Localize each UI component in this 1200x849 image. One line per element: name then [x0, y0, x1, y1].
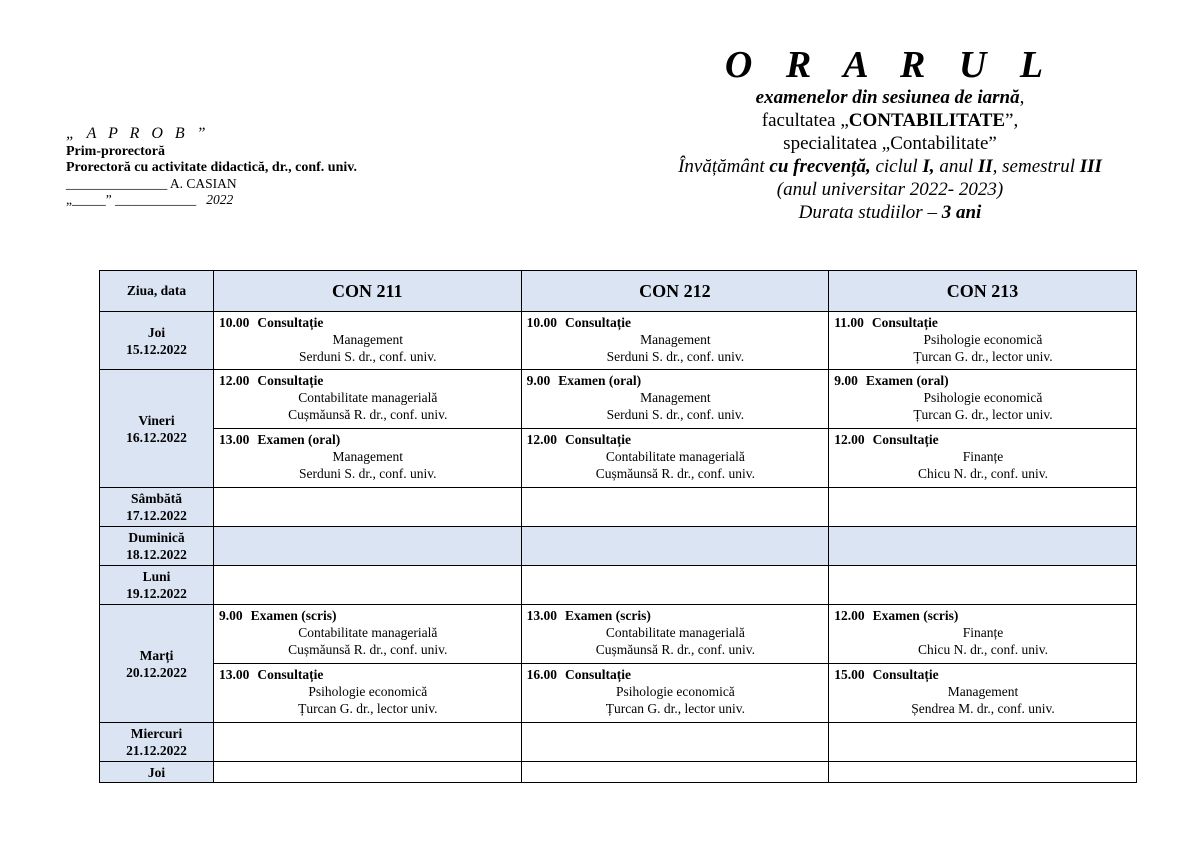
entry-teacher: Țurcan G. dr., lector univ. [605, 701, 746, 716]
slot-cell [214, 566, 522, 605]
entry-time: 12.00 [834, 432, 865, 447]
slot-cell [829, 664, 1137, 723]
slot-cell [214, 488, 522, 527]
entry-teacher: Serduni S. dr., conf. univ. [299, 349, 437, 364]
day-name: Marți [139, 647, 174, 663]
entry-time: 12.00 [219, 373, 250, 388]
entry-subject: Management [640, 390, 711, 405]
entry-type: Examen (oral) [865, 373, 949, 388]
schedule-entry [829, 605, 1136, 658]
day-cell [100, 370, 214, 488]
day-date: 16.12.2022 [126, 429, 187, 445]
entry-subject: Management [332, 332, 404, 347]
faculty-prefix: facultatea „ [761, 110, 849, 131]
day-date: 17.12.2022 [126, 508, 187, 523]
schedule-entry [829, 312, 1136, 365]
slot-cell [521, 723, 829, 762]
schedule-table [99, 270, 1137, 783]
entry-time: 12.00 [526, 432, 557, 447]
entry-subject: Management [947, 684, 1019, 699]
day-date: 15.12.2022 [126, 341, 187, 357]
study-mode-line [560, 155, 1200, 178]
group-header: CON 212 [521, 271, 829, 312]
day-cell [100, 527, 214, 566]
entry-time: 10.00 [526, 315, 557, 330]
duration-prefix: Durata studiilor – [798, 202, 942, 223]
entry-teacher: Cușmăunsă R. dr., conf. univ. [288, 407, 448, 422]
entry-time: 9.00 [219, 608, 243, 623]
entry-subject: Finanțe [962, 449, 1004, 464]
slot-cell [521, 488, 829, 527]
day-date: 21.12.2022 [126, 743, 187, 758]
day-cell [100, 312, 214, 370]
schedule-entry [214, 605, 521, 658]
entry-teacher: Serduni S. dr., conf. univ. [299, 466, 437, 481]
schedule-entry [829, 664, 1136, 717]
schedule-entry [829, 370, 1136, 423]
schedule-entry [522, 664, 829, 717]
entry-teacher: Țurcan G. dr., lector univ. [913, 349, 1053, 364]
slot-cell [214, 664, 522, 723]
day-name: Vineri [138, 412, 175, 428]
day-date: 18.12.2022 [126, 547, 187, 562]
slot-cell [214, 723, 522, 762]
slot-cell [829, 429, 1137, 488]
entry-teacher: Țurcan G. dr., lector univ. [913, 407, 1053, 422]
approval-line1: Prim-prorectoră [66, 144, 165, 159]
subtitle-text: examenelor din sesiunea de iarnă [755, 87, 1020, 108]
schedule-row [100, 527, 1137, 566]
entry-teacher: Serduni S. dr., conf. univ. [606, 349, 745, 364]
slot-cell [521, 762, 829, 783]
entry-subject: Psihologie economică [615, 684, 735, 699]
day-name: Joi [147, 324, 166, 340]
day-cell [100, 723, 214, 762]
schedule-entry [214, 429, 521, 482]
mode-part-5: anul [934, 156, 978, 177]
entry-teacher: Chicu N. dr., conf. univ. [917, 466, 1048, 481]
entry-teacher: Chicu N. dr., conf. univ. [917, 642, 1048, 657]
slot-cell [214, 527, 522, 566]
entry-teacher: Serduni S. dr., conf. univ. [606, 407, 745, 422]
duration-line [560, 201, 1200, 224]
slot-cell [521, 566, 829, 605]
schedule-entry [829, 429, 1136, 482]
approval-block [66, 124, 357, 208]
schedule-entry [522, 312, 829, 365]
entry-subject: Contabilitate managerială [605, 449, 745, 464]
group-header: CON 213 [829, 271, 1137, 312]
entry-time: 13.00 [526, 608, 557, 623]
entry-teacher: Șendrea M. dr., conf. univ. [911, 701, 1055, 716]
faculty-suffix: ”, [1005, 110, 1019, 131]
entry-subject: Contabilitate managerială [298, 390, 438, 405]
entry-time: 9.00 [526, 373, 551, 388]
subtitle-comma: , [1019, 87, 1025, 108]
entry-subject: Contabilitate managerială [298, 625, 438, 640]
specialty-line: specialitatea „Contabilitate” [783, 133, 997, 154]
slot-cell [829, 312, 1137, 370]
duration-value: 3 ani [941, 202, 982, 223]
entry-type: Consultație [872, 432, 939, 447]
entry-time: 11.00 [834, 315, 864, 330]
day-date: 20.12.2022 [126, 664, 187, 680]
slot-cell [829, 488, 1137, 527]
entry-type: Examen (oral) [558, 373, 642, 388]
slot-cell [214, 370, 522, 429]
slot-cell [521, 527, 829, 566]
schedule-row [100, 723, 1137, 762]
entry-subject: Psihologie economică [923, 332, 1043, 347]
schedule-entry [214, 370, 521, 423]
entry-type: Consultație [257, 667, 324, 682]
slot-cell [214, 605, 522, 664]
day-date: 19.12.2022 [126, 586, 187, 601]
entry-type: Consultație [257, 315, 324, 330]
slot-cell [829, 527, 1137, 566]
schedule-row [100, 488, 1137, 527]
mode-part-2: cu frecvență, [769, 156, 871, 177]
schedule-entry [214, 664, 521, 717]
day-name: Luni [142, 569, 171, 584]
mode-part-1: Învățământ [678, 156, 770, 177]
approval-date [66, 192, 357, 208]
slot-cell [214, 429, 522, 488]
entry-teacher: Țurcan G. dr., lector univ. [298, 701, 438, 716]
document-header [560, 44, 1200, 224]
entry-subject: Finanțe [962, 625, 1004, 640]
document-title: O R A R U L [724, 44, 1056, 86]
slot-cell [214, 762, 522, 783]
entry-subject: Contabilitate managerială [605, 625, 745, 640]
approval-date-prefix: „_____” ____________ [66, 192, 197, 207]
slot-cell [829, 762, 1137, 783]
approval-signature: _______________ A. CASIAN [66, 176, 237, 191]
entry-type: Consultație [564, 667, 631, 682]
entry-subject: Psihologie economică [308, 684, 428, 699]
faculty-line [560, 109, 1200, 132]
schedule-header-row [100, 271, 1137, 312]
day-name: Duminică [128, 530, 185, 545]
schedule-entry [522, 429, 829, 482]
slot-cell [521, 605, 829, 664]
entry-time: 13.00 [219, 432, 250, 447]
schedule-row [100, 566, 1137, 605]
academic-year-line: (anul universitar 2022- 2023) [776, 179, 1004, 200]
entry-type: Consultație [564, 315, 631, 330]
entry-type: Examen (scris) [872, 608, 959, 623]
slot-cell [829, 370, 1137, 429]
slot-cell [214, 312, 522, 370]
slot-cell [829, 605, 1137, 664]
schedule-entry [214, 312, 521, 365]
day-column-header: Ziua, data [100, 271, 214, 312]
schedule-entry [522, 605, 829, 658]
schedule-entry [522, 370, 829, 423]
slot-cell [521, 312, 829, 370]
entry-type: Consultație [871, 315, 938, 330]
slot-cell [521, 664, 829, 723]
day-name: Sâmbătă [130, 491, 182, 506]
day-cell [100, 762, 214, 783]
entry-subject: Psihologie economică [923, 390, 1043, 405]
entry-type: Examen (scris) [564, 608, 651, 623]
day-cell [100, 605, 214, 723]
approval-date-year: 2022 [206, 192, 234, 207]
entry-time: 13.00 [219, 667, 250, 682]
entry-type: Examen (oral) [257, 432, 341, 447]
entry-time: 15.00 [834, 667, 865, 682]
approval-aprob: „ A P R O B ” [66, 125, 210, 142]
entry-type: Examen (scris) [250, 608, 337, 623]
faculty-name: CONTABILITATE [848, 110, 1006, 131]
entry-type: Consultație [564, 432, 631, 447]
entry-teacher: Cușmăunsă R. dr., conf. univ. [288, 642, 448, 657]
mode-part-4: I, [922, 156, 935, 177]
schedule-row [100, 370, 1137, 429]
schedule-row [100, 605, 1137, 664]
day-cell [100, 566, 214, 605]
entry-time: 16.00 [526, 667, 557, 682]
entry-time: 10.00 [219, 315, 250, 330]
entry-type: Consultație [872, 667, 939, 682]
day-name: Joi [147, 764, 166, 780]
slot-cell [521, 429, 829, 488]
entry-type: Consultație [257, 373, 324, 388]
entry-time: 12.00 [834, 608, 865, 623]
group-header: CON 211 [214, 271, 522, 312]
schedule-row [100, 664, 1137, 723]
entry-subject: Management [332, 449, 404, 464]
document-subtitle [560, 86, 1200, 109]
mode-part-8: III [1079, 156, 1102, 177]
slot-cell [829, 723, 1137, 762]
entry-teacher: Cușmăunsă R. dr., conf. univ. [595, 466, 756, 481]
approval-line2: Prorectoră cu activitate didactică, dr., conf. univ. [66, 160, 357, 175]
entry-teacher: Cușmăunsă R. dr., conf. univ. [595, 642, 756, 657]
entry-subject: Management [640, 332, 711, 347]
slot-cell [829, 566, 1137, 605]
schedule-row [100, 429, 1137, 488]
mode-part-7: , semestrul [992, 156, 1080, 177]
day-cell [100, 488, 214, 527]
schedule-row [100, 762, 1137, 783]
mode-part-3: ciclul [870, 156, 923, 177]
slot-cell [521, 370, 829, 429]
day-name: Miercuri [130, 726, 183, 741]
entry-time: 9.00 [834, 373, 858, 388]
mode-part-6: II [977, 156, 993, 177]
schedule-row [100, 312, 1137, 370]
